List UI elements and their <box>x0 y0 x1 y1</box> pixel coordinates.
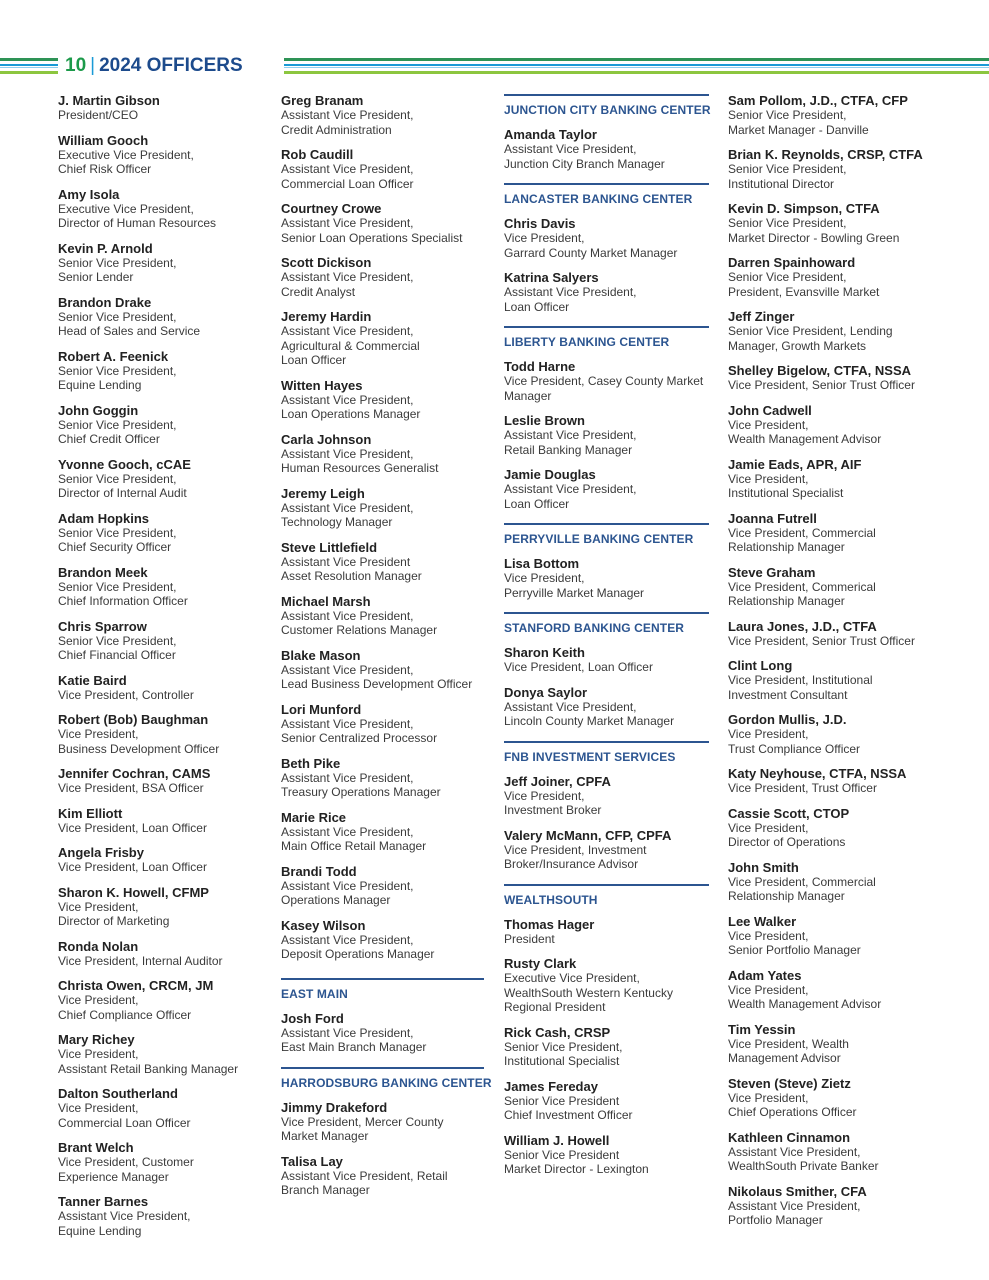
section-title: WEALTHSOUTH <box>504 892 598 907</box>
officer-name: Jeremy Hardin <box>281 309 372 324</box>
section-title: FNB INVESTMENT SERVICES <box>504 749 676 764</box>
officer-title: Executive Vice President, WealthSouth Western Kentucky Regional President <box>504 971 673 1014</box>
officers-column-4 <box>728 94 958 1239</box>
officer-entry <box>58 134 278 177</box>
officer-title: Assistant Vice President, Agricultural & Commercial Loan Officer <box>281 324 420 367</box>
officer-entry <box>281 148 501 191</box>
section-title: STANFORD BANKING CENTER <box>504 621 685 635</box>
officer-entry <box>728 94 958 137</box>
officer-entry <box>58 94 278 123</box>
branch-section <box>281 978 501 1055</box>
officer-entry <box>504 1080 709 1123</box>
officer-entry <box>281 379 501 422</box>
officer-name: Yvonne Gooch, cCAE <box>58 456 191 472</box>
officer-title: Assistant Vice President, Lead Business Development Officer <box>281 662 473 691</box>
officer-entry <box>281 595 501 638</box>
page-header <box>0 54 989 78</box>
officer-name: Courtney Crowe <box>281 201 382 216</box>
officer-name: Chris Sparrow <box>58 618 147 634</box>
officer-name: Lori Munford <box>281 701 362 717</box>
officer-entry <box>504 646 709 675</box>
officer-entry <box>58 188 278 231</box>
section-title: LANCASTER BANKING CENTER <box>504 192 693 206</box>
officer-entry <box>281 1155 501 1198</box>
officer-entry <box>58 1087 278 1130</box>
officer-name: Steven (Steve) Zietz <box>728 1075 851 1091</box>
officer-entry <box>728 148 958 191</box>
page-title <box>65 54 243 78</box>
officer-entry <box>58 1195 278 1238</box>
officer-entry <box>58 1141 278 1184</box>
officer-title: Senior Vice President, Market Director - Bowling Green <box>728 216 900 245</box>
officer-title: Assistant Vice President, Loan Operations Manager <box>281 392 421 421</box>
officer-name: Chris Davis <box>504 216 576 231</box>
officer-entry <box>504 414 709 457</box>
officer-name: Jamie Eads, APR, AIF <box>728 456 862 472</box>
officer-entry <box>58 674 278 703</box>
officer-entry <box>728 458 958 501</box>
section-divider <box>281 978 484 980</box>
officer-name: Jeff Joiner, CPFA <box>504 773 611 789</box>
officer-title: Vice President, Wealth Management Advisor <box>728 982 882 1011</box>
officer-name: Beth Pike <box>281 755 341 771</box>
officer-entry <box>58 350 278 393</box>
officer-name: John Goggin <box>58 402 139 418</box>
officer-name: Robert A. Feenick <box>58 348 169 364</box>
officer-entry <box>728 1077 958 1120</box>
officer-title: Vice President, BSA Officer <box>58 781 204 795</box>
officer-title: Vice President, Casey County Market Manager <box>504 374 704 403</box>
officer-entry <box>58 404 278 447</box>
branch-section <box>504 523 709 600</box>
officer-entry <box>728 1131 958 1174</box>
officer-title: Vice President, Customer Experience Manager <box>58 1155 194 1184</box>
officer-entry <box>728 364 958 393</box>
officer-name: Sharon K. Howell, CFMP <box>58 884 209 900</box>
officer-entry <box>728 1185 958 1228</box>
officer-entry <box>728 310 958 353</box>
officer-title: Senior Vice President, Lending Manager, Growth Markets <box>728 324 893 353</box>
officer-name: Jeremy Leigh <box>281 485 365 501</box>
officer-name: Nikolaus Smither, CFA <box>728 1183 867 1199</box>
officer-title: Vice President, Commerical Relationship Manager <box>728 579 876 608</box>
page-number: 10 <box>65 55 87 76</box>
officer-name: Katy Neyhouse, CTFA, NSSA <box>728 766 907 781</box>
branch-section <box>504 183 709 314</box>
officer-title: Senior Vice President, Chief Credit Officer <box>58 417 177 446</box>
officer-entry <box>281 865 501 908</box>
officer-name: Todd Harne <box>504 359 576 374</box>
branch-section <box>281 1067 501 1198</box>
officer-name: Amanda Taylor <box>504 127 597 142</box>
officer-title: Vice President, Mercer County Market Manager <box>281 1114 444 1143</box>
officer-name: Cassie Scott, CTOP <box>728 805 850 821</box>
officer-title: Assistant Vice President, Customer Relations Manager <box>281 608 438 637</box>
section-title: EAST MAIN <box>281 986 348 1001</box>
officer-name: Laura Jones, J.D., CTFA <box>728 618 877 634</box>
officer-name: Blake Mason <box>281 647 361 663</box>
branch-section <box>504 884 709 1177</box>
officer-title: Assistant Vice President, Junction City Branch Manager <box>504 142 665 171</box>
officer-entry <box>504 957 709 1015</box>
officer-entry <box>281 811 501 854</box>
officer-entry <box>58 242 278 285</box>
officer-name: Kasey Wilson <box>281 917 366 933</box>
officer-entry <box>281 1012 501 1055</box>
officer-title: Senior Vice President Market Director - Lexington <box>504 1147 649 1176</box>
officer-title: Assistant Vice President, Credit Administration <box>281 108 414 137</box>
officer-entry <box>281 202 501 245</box>
officer-entry <box>281 703 501 746</box>
section-heading: 2024 OFFICERS <box>99 55 243 76</box>
officer-entry <box>504 557 709 600</box>
officer-title: Vice President, Commercial Relationship Manager <box>728 874 876 903</box>
officer-title: Senior Vice President Chief Investment Officer <box>504 1093 633 1122</box>
officer-entry <box>58 458 278 501</box>
officer-title: Vice President, Trust Officer <box>728 781 877 795</box>
officer-name: Brant Welch <box>58 1140 134 1155</box>
officer-name: Josh Ford <box>281 1010 344 1026</box>
officer-title: Vice President, Director of Marketing <box>58 899 170 928</box>
officer-title: Senior Vice President, Equine Lending <box>58 363 177 392</box>
officer-title: Assistant Vice President, Lincoln County Market Manager <box>504 699 675 728</box>
branch-section <box>504 326 709 511</box>
officer-entry <box>281 919 501 962</box>
officer-title: Vice President, Loan Officer <box>504 660 653 674</box>
officer-entry <box>58 807 278 836</box>
officer-name: Christa Owen, CRCM, JM <box>58 978 214 993</box>
officer-title: Senior Vice President, Institutional Director <box>728 162 847 191</box>
officer-name: J. Martin Gibson <box>58 93 160 108</box>
officer-entry <box>281 757 501 800</box>
officer-name: Brandon Meek <box>58 564 148 580</box>
officer-name: Kevin P. Arnold <box>58 240 153 256</box>
officer-name: Katie Baird <box>58 672 127 688</box>
officer-title: Assistant Vice President, Operations Manager <box>281 878 414 907</box>
officer-name: Rusty Clark <box>504 956 577 971</box>
officer-entry <box>58 979 278 1022</box>
officer-entry <box>281 256 501 299</box>
officer-title: Vice President, Loan Officer <box>58 820 207 835</box>
officer-name: Tim Yessin <box>728 1021 796 1037</box>
officers-column-1 <box>58 94 278 1249</box>
title-separator: | <box>90 55 96 76</box>
officer-title: Vice President, Commercial Relationship Manager <box>728 525 876 554</box>
officer-title: Senior Vice President, Chief Security Officer <box>58 525 177 554</box>
officer-entry <box>58 296 278 339</box>
officer-entry <box>58 1033 278 1076</box>
officer-title: Vice President, Controller <box>58 687 194 702</box>
officer-title: Assistant Vice President, Retail Banking Manager <box>504 428 637 457</box>
officer-entry <box>504 360 709 403</box>
officer-name: Kevin D. Simpson, CTFA <box>728 201 880 216</box>
officer-title: Senior Vice President, Senior Lender <box>58 255 177 284</box>
officer-entry <box>728 969 958 1012</box>
officer-entry <box>58 886 278 929</box>
officer-name: Jennifer Cochran, CAMS <box>58 766 211 781</box>
officer-entry <box>728 620 958 649</box>
officer-name: Katrina Salyers <box>504 270 599 285</box>
officer-entry <box>281 649 501 692</box>
officer-title: Vice President, Investment Broker <box>504 788 602 817</box>
officer-title: Assistant Vice President, Treasury Operations Manager <box>281 770 441 799</box>
officer-name: Valery McMann, CFP, CPFA <box>504 827 672 843</box>
officer-name: Robert (Bob) Baughman <box>58 712 209 727</box>
officer-entry <box>728 659 958 702</box>
officer-title: Assistant Vice President, Portfolio Manager <box>728 1198 861 1227</box>
officer-title: Senior Vice President, Head of Sales and Service <box>58 309 201 338</box>
officer-entry <box>58 512 278 555</box>
officer-name: Jeff Zinger <box>728 309 795 324</box>
officer-title: Vice President, Loan Officer <box>58 860 207 874</box>
officer-name: John Cadwell <box>728 402 812 418</box>
officer-entry <box>58 566 278 609</box>
officer-title: Vice President, Senior Trust Officer <box>728 633 915 648</box>
section-divider <box>281 1067 484 1069</box>
officer-name: Mary Richey <box>58 1032 135 1047</box>
officer-title: Vice President, Chief Operations Officer <box>728 1090 857 1119</box>
section-divider <box>504 326 709 328</box>
officer-title: Vice President, Perryville Market Manager <box>504 571 645 600</box>
officer-entry <box>281 94 501 137</box>
officer-name: William J. Howell <box>504 1132 610 1148</box>
officer-title: Vice President, Business Development Officer <box>58 727 220 756</box>
officer-title: Assistant Vice President, Equine Lending <box>58 1209 191 1238</box>
officer-entry <box>504 775 709 818</box>
officer-name: Kim Elliott <box>58 805 123 821</box>
officer-entry <box>728 1023 958 1066</box>
officer-title: Vice President, Wealth Management Advisor <box>728 1036 849 1065</box>
officer-name: Joanna Futrell <box>728 510 817 526</box>
section-title: PERRYVILLE BANKING CENTER <box>504 532 694 546</box>
officer-name: Jimmy Drakeford <box>281 1099 388 1115</box>
officer-title: Vice President, Institutional Investment Consultant <box>728 673 873 702</box>
officer-title: Assistant Vice President, Loan Officer <box>504 482 637 511</box>
officer-title: Executive Vice President, Director of Human Resources <box>58 201 217 230</box>
officer-name: Greg Branam <box>281 93 364 108</box>
officer-name: Witten Hayes <box>281 377 363 393</box>
officer-title: President/CEO <box>58 108 139 122</box>
officer-entry <box>504 829 709 872</box>
officer-entry <box>504 1026 709 1069</box>
officer-name: Amy Isola <box>58 186 120 202</box>
officer-title: President <box>504 931 555 946</box>
officer-name: Shelley Bigelow, CTFA, NSSA <box>728 363 911 378</box>
officer-title: Senior Vice President, Market Manager - Danville <box>728 108 869 137</box>
officer-entry <box>58 620 278 663</box>
officer-title: Vice President, Wealth Management Advisor <box>728 417 882 446</box>
officer-name: Kathleen Cinnamon <box>728 1129 851 1145</box>
officer-title: Senior Vice President, Institutional Specialist <box>504 1039 623 1068</box>
section-title: LIBERTY BANKING CENTER <box>504 335 670 349</box>
branch-section <box>504 94 709 171</box>
officer-entry <box>728 256 958 299</box>
officer-title: Senior Vice President, Chief Information Officer <box>58 579 188 608</box>
officer-name: Adam Yates <box>728 967 802 983</box>
decorative-rule-left <box>0 58 58 74</box>
officer-entry <box>728 767 958 796</box>
officer-title: Vice President, Director of Operations <box>728 820 846 849</box>
officer-name: Rick Cash, CRSP <box>504 1024 611 1040</box>
officer-entry <box>504 918 709 947</box>
section-title: HARRODSBURG BANKING CENTER <box>281 1075 492 1090</box>
officer-title: Senior Vice President, Chief Financial Officer <box>58 633 177 662</box>
officer-name: Scott Dickison <box>281 255 372 270</box>
officer-entry <box>504 128 709 171</box>
officer-title: Assistant Vice President, Credit Analyst <box>281 270 414 299</box>
officer-name: Leslie Brown <box>504 413 585 428</box>
officer-name: Michael Marsh <box>281 593 371 609</box>
officer-entry <box>728 202 958 245</box>
officers-column-3 <box>504 94 709 1188</box>
section-divider <box>504 612 709 614</box>
section-divider <box>504 523 709 525</box>
officer-title: Vice President, Institutional Specialist <box>728 471 844 500</box>
officer-name: Brian K. Reynolds, CRSP, CTFA <box>728 147 923 162</box>
officer-title: Assistant Vice President Asset Resolution Manager <box>281 554 422 583</box>
officer-title: Vice President, Trust Compliance Officer <box>728 727 861 756</box>
officer-name: Carla Johnson <box>281 431 372 447</box>
officer-name: Dalton Southerland <box>58 1086 178 1101</box>
officer-title: Vice President, Internal Auditor <box>58 953 223 968</box>
officer-name: John Smith <box>728 859 799 875</box>
officer-name: Sam Pollom, J.D., CTFA, CFP <box>728 93 908 108</box>
officer-entry <box>728 512 958 555</box>
officer-title: Vice President, Investment Broker/Insurance Advisor <box>504 842 647 871</box>
officer-name: Thomas Hager <box>504 916 595 932</box>
officer-title: Senior Vice President, President, Evansville Market <box>728 270 880 299</box>
officer-title: Vice President, Chief Compliance Officer <box>58 993 192 1022</box>
officer-entry <box>504 271 709 314</box>
officer-title: Vice President, Commercial Loan Officer <box>58 1101 191 1130</box>
officer-entry <box>728 566 958 609</box>
officer-entry <box>504 686 709 729</box>
officer-title: Vice President, Garrard County Market Manager <box>504 231 678 260</box>
officers-column-2 <box>281 94 501 1209</box>
officer-name: Tanner Barnes <box>58 1194 149 1209</box>
officer-name: Ronda Nolan <box>58 938 139 954</box>
officer-name: Clint Long <box>728 658 793 673</box>
officer-title: Senior Vice President, Director of Internal Audit <box>58 471 187 500</box>
officer-title: Executive Vice President, Chief Risk Officer <box>58 147 194 176</box>
officer-entry <box>504 217 709 260</box>
officer-name: Lee Walker <box>728 913 797 929</box>
officer-entry <box>728 404 958 447</box>
officer-name: Steve Littlefield <box>281 539 378 555</box>
branch-section <box>504 612 709 729</box>
officer-title: Assistant Vice President, Senior Centralized Processor <box>281 716 438 745</box>
officer-name: William Gooch <box>58 132 149 148</box>
officer-entry <box>58 846 278 875</box>
officer-name: Rob Caudill <box>281 147 354 162</box>
section-title: JUNCTION CITY BANKING CENTER <box>504 103 711 117</box>
officer-name: Jamie Douglas <box>504 467 596 482</box>
officer-entry <box>728 861 958 904</box>
officer-title: Assistant Vice President, WealthSouth Private Banker <box>728 1144 879 1173</box>
section-divider <box>504 884 709 886</box>
officer-name: Angela Frisby <box>58 845 144 860</box>
officer-name: Steve Graham <box>728 564 816 580</box>
officer-entry <box>58 713 278 756</box>
officer-title: Assistant Vice President, Loan Officer <box>504 285 637 314</box>
officer-name: Darren Spainhoward <box>728 255 856 270</box>
officer-entry <box>728 713 958 756</box>
officer-entry <box>281 433 501 476</box>
officer-name: Marie Rice <box>281 809 347 825</box>
officer-title: Assistant Vice President, Main Office Retail Manager <box>281 824 427 853</box>
section-divider <box>504 94 709 96</box>
officer-name: Brandon Drake <box>58 294 152 310</box>
officer-entry <box>281 310 501 368</box>
section-divider <box>504 741 709 743</box>
officer-name: James Fereday <box>504 1078 598 1094</box>
officer-entry <box>728 807 958 850</box>
officer-name: Talisa Lay <box>281 1153 343 1169</box>
officer-entry <box>728 915 958 958</box>
officer-entry <box>281 1101 501 1144</box>
officer-name: Adam Hopkins <box>58 510 150 526</box>
decorative-rule-right <box>284 58 989 74</box>
officer-entry <box>58 940 278 969</box>
officer-name: Lisa Bottom <box>504 556 580 571</box>
officer-name: Gordon Mullis, J.D. <box>728 712 847 727</box>
officer-title: Assistant Vice President, Retail Branch Manager <box>281 1168 448 1197</box>
branch-section <box>504 741 709 872</box>
officer-title: Assistant Vice President, Deposit Operations Manager <box>281 932 435 961</box>
officer-title: Assistant Vice President, Senior Loan Operations Specialist <box>281 216 463 245</box>
officer-entry <box>504 1134 709 1177</box>
officer-title: Vice President, Assistant Retail Banking Manager <box>58 1047 239 1076</box>
officer-entry <box>504 468 709 511</box>
officer-name: Brandi Todd <box>281 863 357 879</box>
officer-title: Vice President, Senior Trust Officer <box>728 378 915 392</box>
officer-entry <box>58 767 278 796</box>
officer-name: Donya Saylor <box>504 684 588 700</box>
officer-title: Vice President, Senior Portfolio Manager <box>728 928 861 957</box>
officer-entry <box>281 487 501 530</box>
officer-name: Sharon Keith <box>504 645 585 660</box>
officer-title: Assistant Vice President, Commercial Loan Officer <box>281 162 414 191</box>
officer-title: Assistant Vice President, East Main Branch Manager <box>281 1025 427 1054</box>
section-divider <box>504 183 709 185</box>
officer-title: Assistant Vice President, Technology Manager <box>281 500 414 529</box>
officer-title: Assistant Vice President, Human Resources Generalist <box>281 446 439 475</box>
officer-entry <box>281 541 501 584</box>
